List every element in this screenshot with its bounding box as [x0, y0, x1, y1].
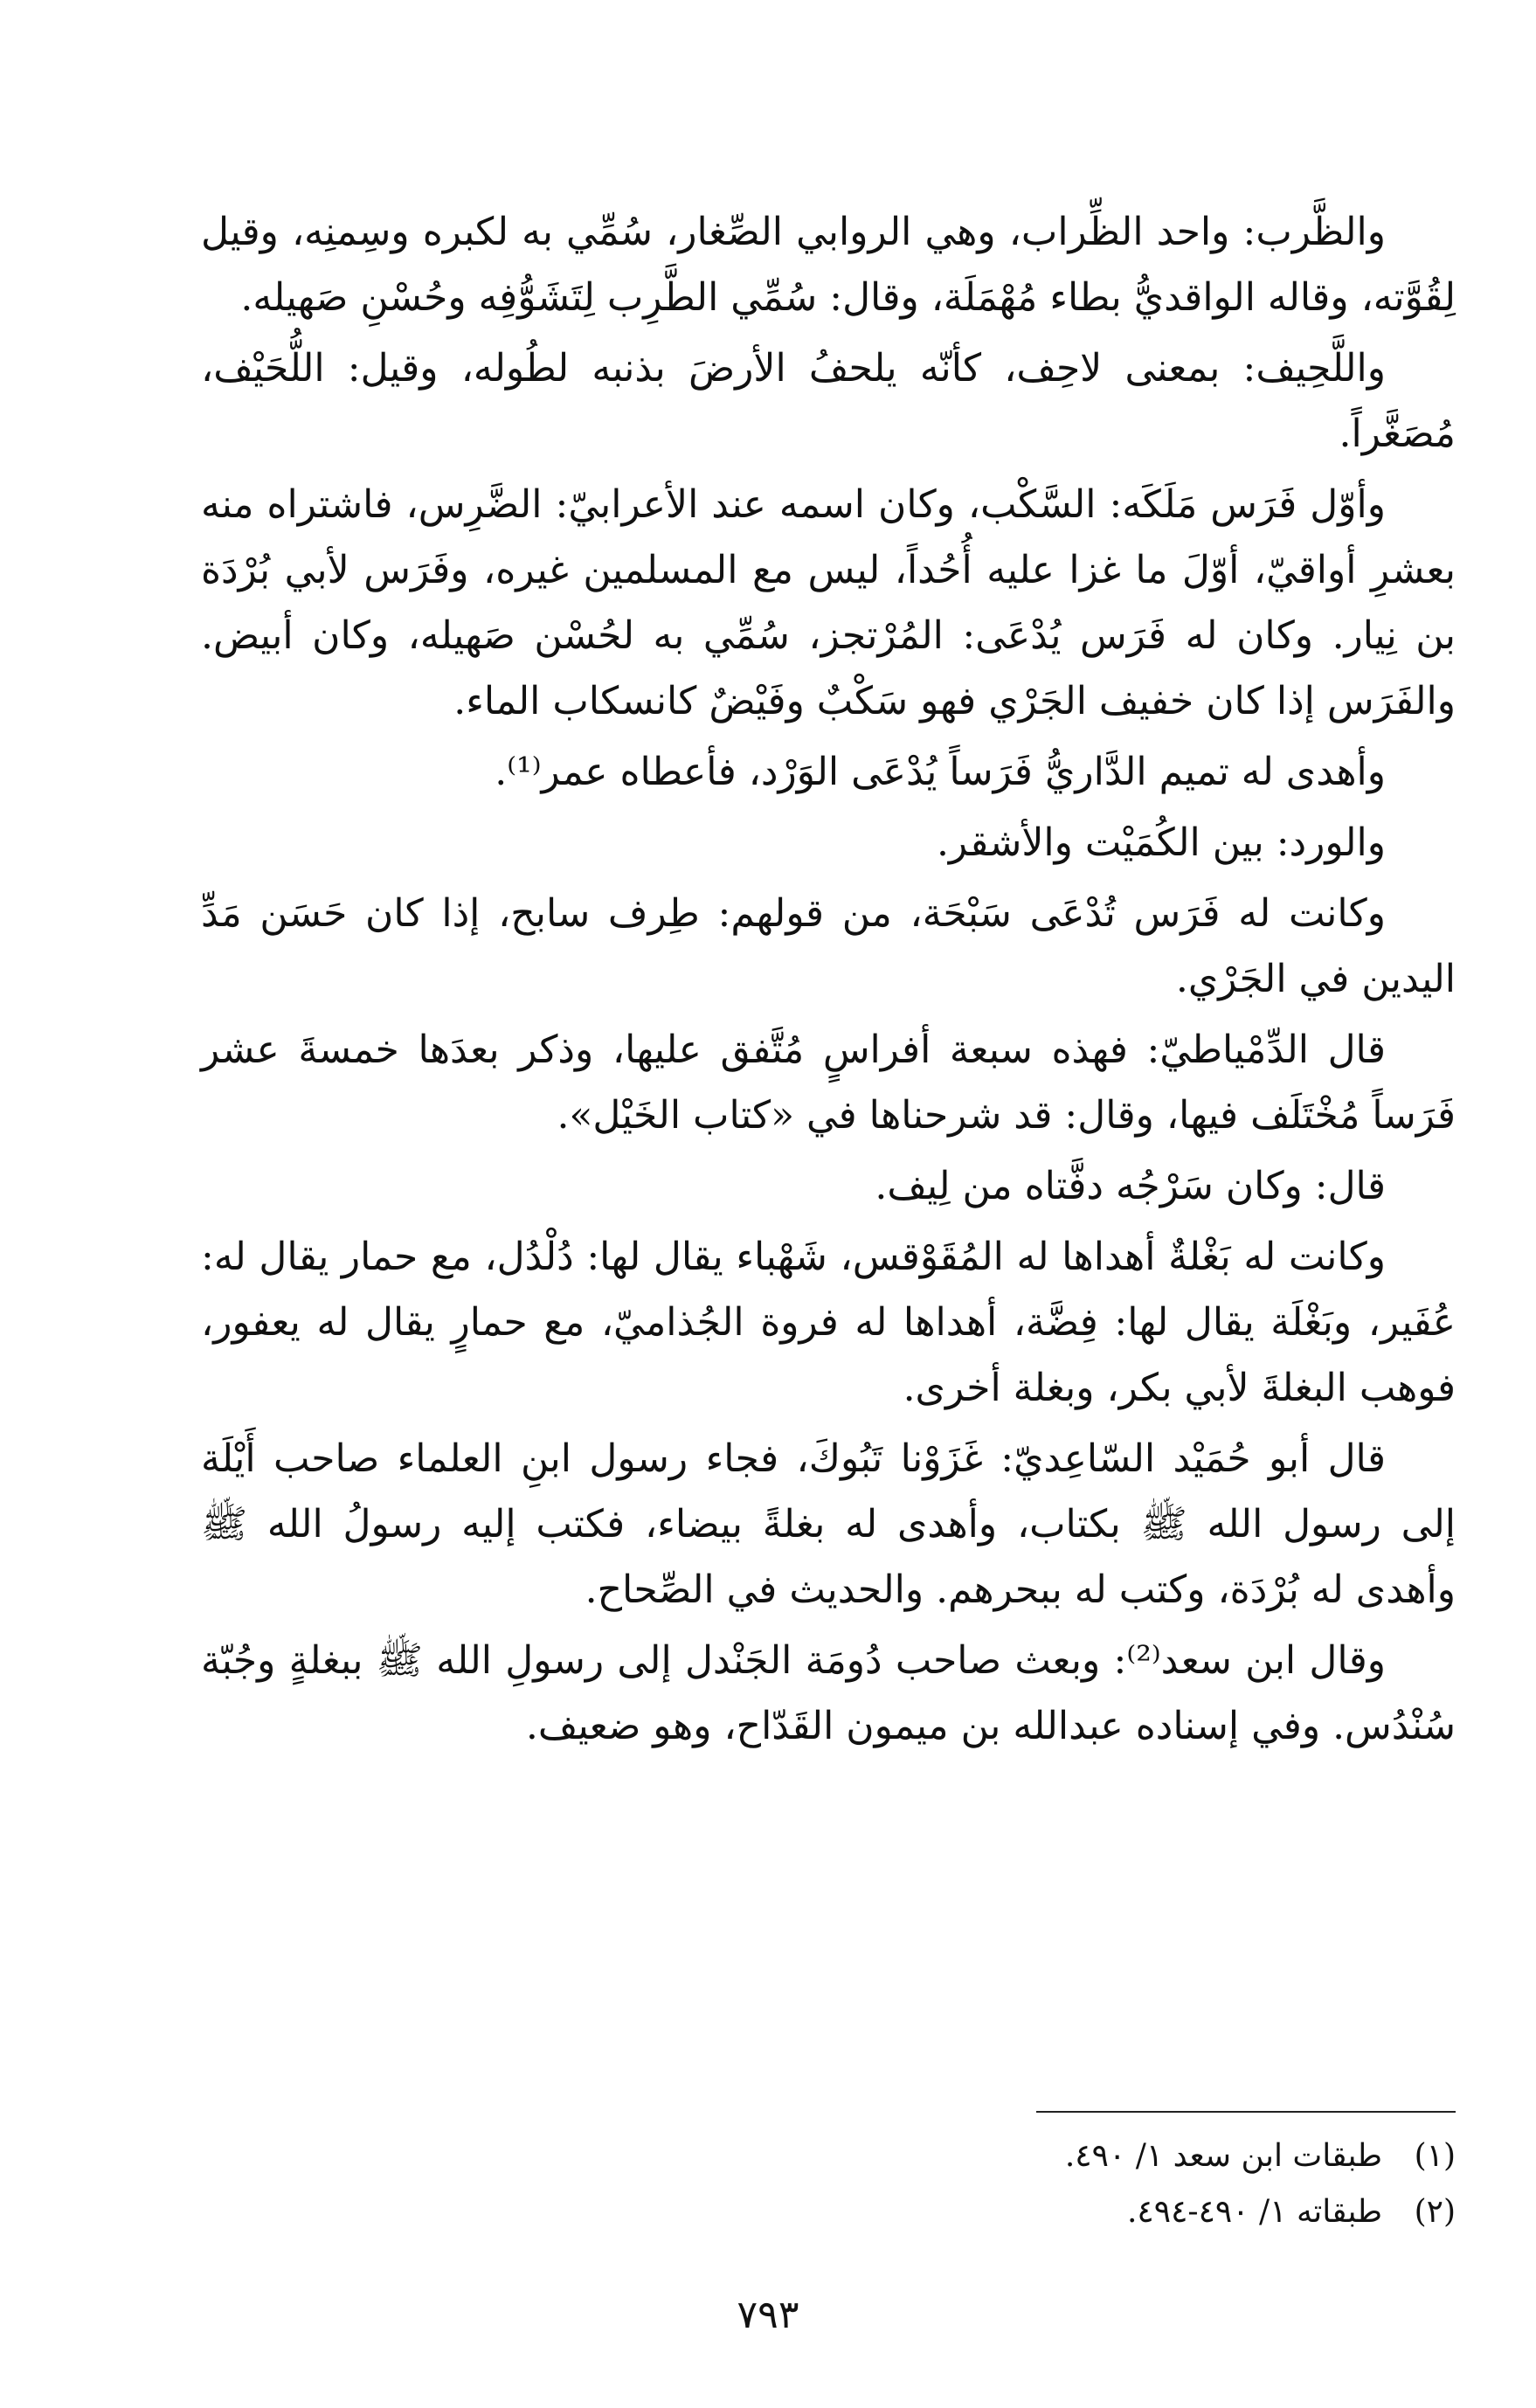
footnote-text: طبقاته ١/ ٤٩٠-٤٩٤.: [1126, 2194, 1382, 2230]
footnote-number: (١): [1414, 2138, 1456, 2174]
footnote-text: طبقات ابن سعد ١/ ٤٩٠.: [1064, 2138, 1382, 2174]
footnotes: [201, 2128, 1456, 2240]
footnote-item: [201, 2184, 1456, 2240]
paragraph-ward-color: والورد: بين الكُمَيْت والأشقر.: [936, 820, 1386, 865]
page-number: ٧٩٣: [737, 2293, 799, 2337]
footnote-divider: [1036, 2111, 1456, 2113]
paragraph-al-zarib: والظَّرب: واحد الظِّراب، وهي الروابي الصِّغار، سُمِّي به لكبره وسِمنِه، وقيل لِقُوَّته، وقاله الواقديُّ بطاء مُهْمَلَة، وقال: سُمِّي الطَّرِب لِتَشَوُّفِه وحُسْنِ صَهيله.: [201, 210, 1456, 320]
main-text: [201, 199, 1456, 1764]
paragraph-abu-humayd: قال أبو حُمَيْد السّاعِديّ: غَزَوْنا تَبُوكَ، فجاء رسول ابنِ العلماء صاحب أَيْلَة إلى رسول الله ﷺ بكتاب، وأهدى له بغلةً بيضاء، فكتب إليه رسولُ الله ﷺ وأهدى له بُرْدَة، وكتب له ببحرهم. والحديث في الصِّحاح.: [201, 1436, 1456, 1612]
paragraph-al-sakb: وأوّل فَرَس مَلَكَه: السَّكْب، وكان اسمه عند الأعرابيّ: الضَّرِس، فاشتراه منه بعشرِ أواقيّ، أوّلَ ما غزا عليه أُحُداً، ليس مع المسلمين غيره، وفَرَس لأبي بُرْدَة بن نِيار. وكان له فَرَس يُدْعَى: المُرْتجز، سُمِّي به لحُسْن صَهيله، وكان أبيض. والفَرَس إذا كان خفيف الجَرْي فهو سَكْبٌ وفَيْضٌ كانسكاب الماء.: [201, 482, 1456, 723]
footnote-item: [201, 2128, 1456, 2184]
paragraph-sabha: وكانت له فَرَس تُدْعَى سَبْحَة، من قولهم: طِرف سابح، إذا كان حَسَن مَدِّ اليدين في الجَرْي.: [201, 891, 1456, 1001]
paragraph-mules: وكانت له بَغْلةٌ أهداها له المُقَوْقس، شَهْباء يقال لها: دُلْدُل، مع حمار يقال له: عُفَير، وبَغْلَة يقال لها: فِضَّة، أهداها له فروة الجُذاميّ، مع حمارٍ يقال له يعفور، فوهب البغلةَ لأبي بكر، وبغلة أخرى.: [201, 1235, 1456, 1410]
paragraph-saddle: قال: وكان سَرْجُه دفَّتاه من لِيف.: [875, 1164, 1386, 1208]
paragraph-al-ward: وأهدى له تميم الدَّاريُّ فَرَساً يُدْعَى الوَرْد، فأعطاه عمر⁽¹⁾.: [495, 750, 1386, 794]
footnote-number: (٢): [1414, 2194, 1456, 2230]
paragraph-ibn-saad: وقال ابن سعد⁽²⁾: وبعث صاحب دُومَة الجَنْدل إلى رسولِ الله ﷺ ببغلةٍ وجُبّة سُنْدُس. وفي إسناده عبدالله بن ميمون القَدّاح، وهو ضعيف.: [201, 1638, 1456, 1748]
paragraph-al-lahif: واللَّحِيف: بمعنى لاحِف، كأنّه يلحفُ الأرضَ بذنبه لطُوله، وقيل: اللُّحَيْف، مُصَغَّراً.: [201, 346, 1456, 456]
paragraph-dimyati: قال الدِّمْياطيّ: فهذه سبعة أفراسٍ مُتَّفق عليها، وذكر بعدَها خمسةَ عشر فَرَساً مُخْتَلَف فيها، وقال: قد شرحناها في «كتاب الخَيْل».: [201, 1028, 1456, 1138]
